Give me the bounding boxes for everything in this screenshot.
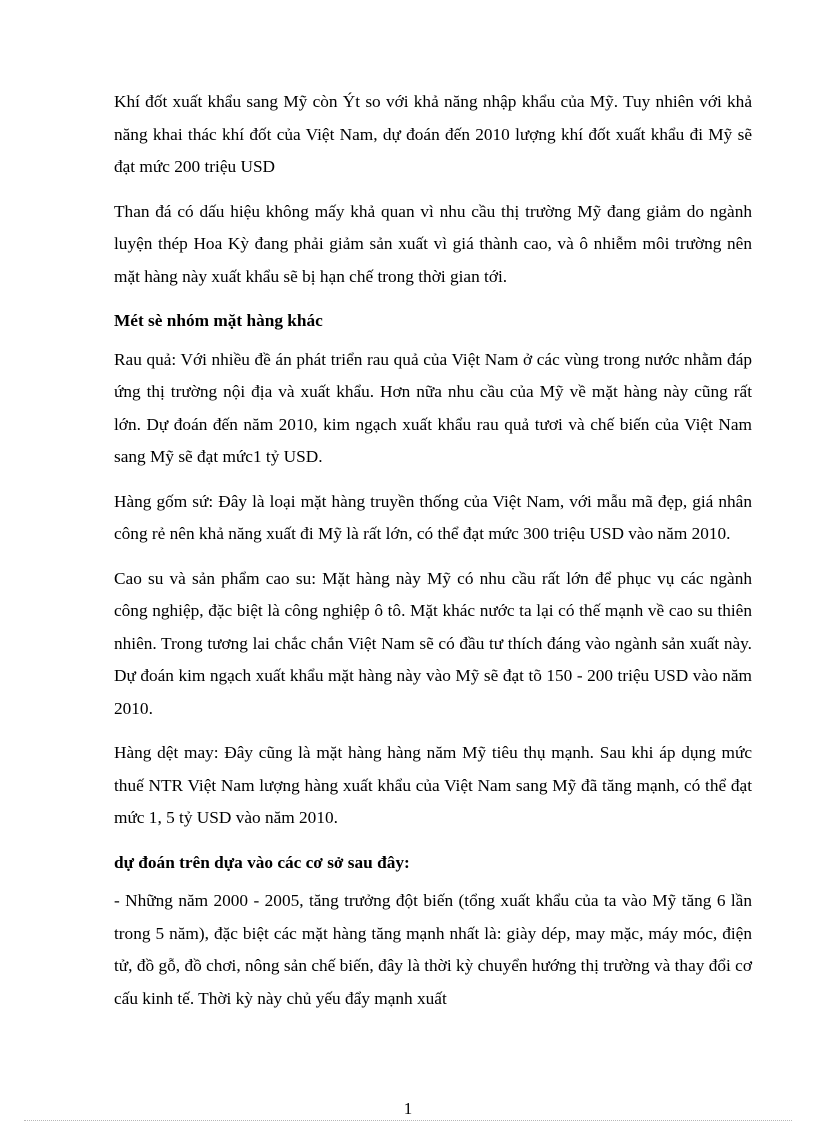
paragraph-growth-2000-2005: - Những năm 2000 - 2005, tăng trưởng đột biến (tổng xuất khẩu của ta vào Mỹ tăng 6 lần trong 5 năm), đặc biệt các mặt hàng tăng mạnh nhất là: giày dép, may mặc, máy móc, điện tử, đồ gỗ, đồ chơi, nông sản chế biến, đây là thời kỳ chuyển hướng thị trường và thay đổi cơ cấu kinh tế. Thời kỳ này chủ yếu đẩy mạnh xuất: [114, 891, 752, 1008]
paragraph-natural-gas: Khí đốt xuất khẩu sang Mỹ còn Ýt so với khả năng nhập khẩu của Mỹ. Tuy nhiên với khả năng khai thác khí đốt của Việt Nam, dự đoán đến 2010 lượng khí đốt xuất khẩu đi Mỹ sẽ đạt mức 200 triệu USD: [114, 92, 752, 176]
paragraph-coal: Than đá có dấu hiệu không mấy khả quan vì nhu cầu thị trường Mỹ đang giảm do ngành luyện thép Hoa Kỳ đang phải giảm sản xuất vì giá thành cao, và ô nhiễm môi trường nên mặt hàng này xuất khẩu sẽ bị hạn chế trong thời gian tới.: [114, 201, 752, 286]
page-body: [114, 86, 752, 1027]
page-number: 1: [403, 1099, 413, 1118]
heading-forecast-basis: dự đoán trên dựa vào các cơ sở sau đây:: [114, 852, 410, 872]
paragraph-ceramics: Hàng gốm sứ: Đây là loại mặt hàng truyền thống của Việt Nam, với mẫu mã đẹp, giá nhân công rẻ nên khả năng xuất đi Mỹ là rất lớn, có thể đạt mức 300 triệu USD vào năm 2010.: [114, 491, 752, 543]
footer-divider: [24, 1120, 792, 1121]
paragraph-textiles: Hàng dệt may: Đây cũng là mặt hàng hàng năm Mỹ tiêu thụ mạnh. Sau khi áp dụng mức thuế NTR Việt Nam lượng hàng xuất khẩu của Việt Nam sang Mỹ đã tăng mạnh, có thể đạt mức 1, 5 tỷ USD vào năm 2010.: [114, 743, 752, 827]
heading-other-goods: Mét sè nhóm mặt hàng khác: [114, 311, 323, 330]
paragraph-rubber: Cao su và sản phẩm cao su: Mặt hàng này Mỹ có nhu cầu rất lớn để phục vụ các ngành công nghiệp, đặc biệt là công nghiệp ô tô. Mặt khác nước ta lại có thế mạnh về cao su thiên nhiên. Trong tương lai chắc chắn Việt Nam sẽ có đầu tư thích đáng vào ngành sản xuất này. Dự đoán kim ngạch xuất khẩu mặt hàng này vào Mỹ sẽ đạt tõ 150 - 200 triệu USD vào năm 2010.: [114, 568, 752, 718]
paragraph-fruits-vegetables: Rau quả: Với nhiều đề án phát triển rau quả của Việt Nam ở các vùng trong nước nhằm đáp ứng thị trường nội địa và xuất khẩu. Hơn nữa nhu cầu của Mỹ về mặt hàng này cũng rất lớn. Dự đoán đến năm 2010, kim ngạch xuất khẩu rau quả tươi và chế biến của Việt Nam sang Mỹ sẽ đạt mức1 tỷ USD.: [114, 349, 752, 466]
